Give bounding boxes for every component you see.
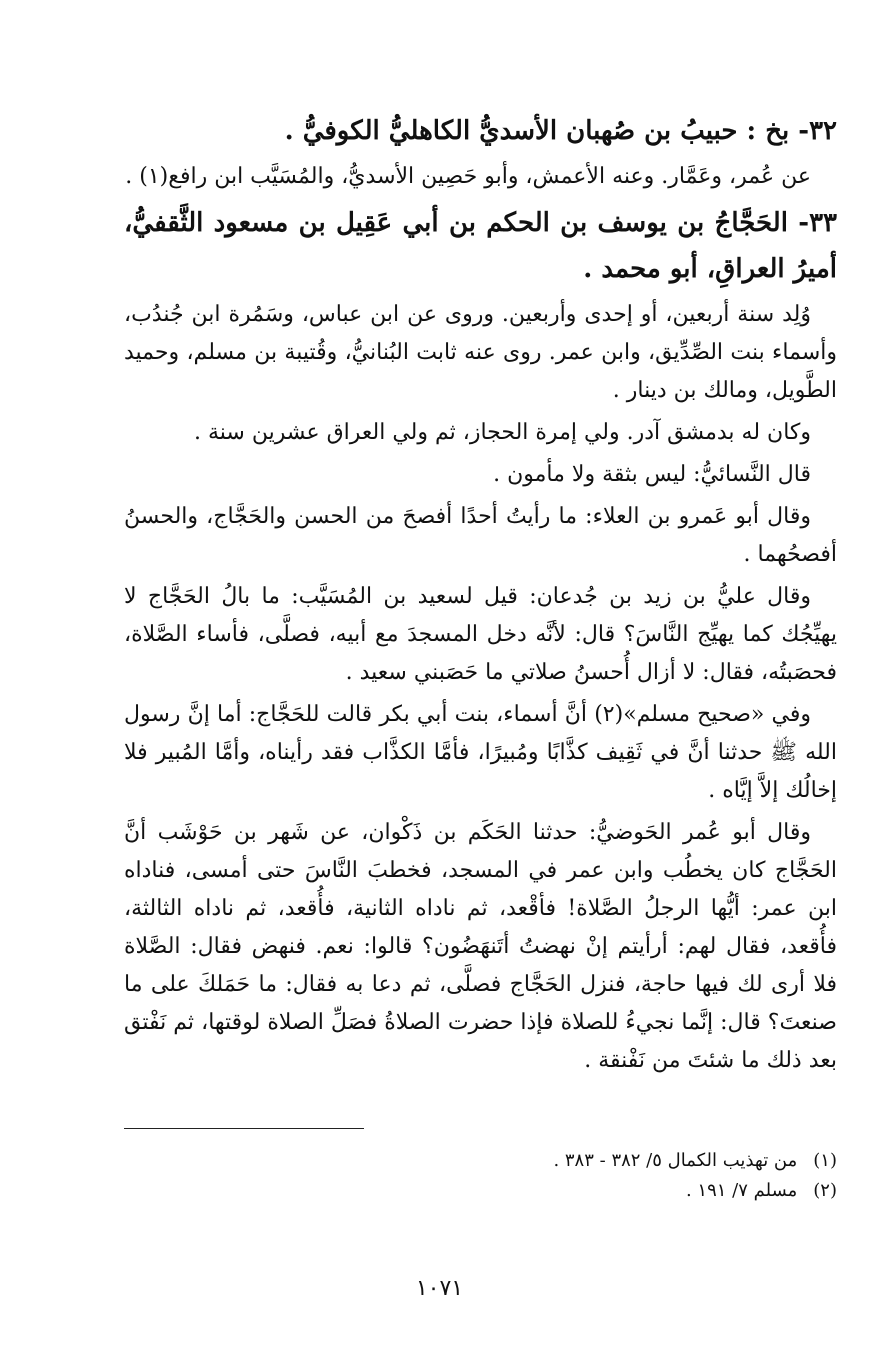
entry-heading: ٣٢- بخ : حبيبُ بن صُهبان الأسديُّ الكاهليُّ الكوفيُّ . xyxy=(284,116,837,146)
footnote-text: مسلم ٧/ ١٩١ . xyxy=(685,1180,798,1201)
footnote-number: (١) xyxy=(813,1150,837,1171)
entry-32 xyxy=(124,108,837,196)
footnotes xyxy=(124,1147,837,1205)
footnote-separator xyxy=(124,1128,364,1129)
entry-paragraph: وقال أبو عُمر الحَوضيُّ: حدثنا الحَكَم بن ذَكْوان، عن شَهر بن حَوْشَب أنَّ الحَجَّاج كان يخطُب وابن عمر في المسجد، فخطبَ النَّاسَ حتى أمسى، فناداه ابن عمر: أيُّها الرجلُ الصَّلاة! فأقْعد، ثم ناداه الثانية، فأُقعد، ثم ناداه الثالثة، فأُقعد، فقال لهم: أرأيتم إنْ نهضتُ أتَنهَضُون؟ قالوا: نعم. فنهض فقال: الصَّلاة فلا أرى لك فيها حاجة، فنزل الحَجَّاج فصلَّى، ثم دعا به فقال: ما حَمَلكَ على ما صنعتَ؟ قال: إنَّما نجيءُ للصلاة فإذا حضرت الصلاةُ فصَلِّ الصلاة لوقتها، ثم نَفْتق بعد ذلك ما شئتَ من نَفْنقة . xyxy=(124,820,837,1073)
entry-paragraph: عن عُمر، وعَمَّار. وعنه الأعمش، وأبو حَصِين الأسديُّ، والمُسَيَّب ابن رافع(١) . xyxy=(125,164,811,189)
entry-33 xyxy=(124,200,837,1080)
entry-paragraph: وقال أبو عَمرو بن العلاء: ما رأيتُ أحدًا أفصحَ من الحسن والحَجَّاج، والحسنُ أفصحُهما . xyxy=(124,504,837,567)
footnote xyxy=(124,1177,837,1205)
entry-heading: ٣٣- الحَجَّاجُ بن يوسف بن الحكم بن أبي عَقِيل بن مسعود الثَّقفيُّ، أميرُ العراقِ، أبو محمد . xyxy=(124,208,837,284)
page-number: ١٠٧١ xyxy=(415,1276,464,1301)
entry-paragraph: وفي «صحيح مسلم»(٢) أنَّ أسماء، بنت أبي بكر قالت للحَجَّاج: أما إنَّ رسول الله ﷺ حدثنا أنَّ في ثَقِيف كذَّابًا ومُبيرًا، فأمَّا الكذَّاب فقد رأيناه، وأمَّا المُبير فلا إخالُك إلاَّ إيَّاه . xyxy=(124,702,837,803)
footnote xyxy=(124,1147,837,1175)
footnote-number: (٢) xyxy=(813,1180,837,1201)
footnote-separator-wrap xyxy=(124,1128,837,1129)
entry-paragraph: وكان له بدمشق آدر. ولي إمرة الحجاز، ثم ولي العراق عشرين سنة . xyxy=(194,420,811,445)
entry-paragraph: قال النَّسائيُّ: ليس بثقة ولا مأمون . xyxy=(493,462,811,487)
entry-paragraph: وقال عليُّ بن زيد بن جُدعان: قيل لسعيد بن المُسَيَّب: ما بالُ الحَجَّاج لا يهيِّجُك كما يهيِّج النَّاسَ؟ قال: لأنَّه دخل المسجدَ مع أبيه، فصلَّى، فأساء الصَّلاة، فحصَبتُه، فقال: لا أزال أُحسنُ صلاتي ما حَصَبني سعيد . xyxy=(124,584,837,685)
footnote-text: من تهذيب الكمال ٥/ ٣٨٢ - ٣٨٣ . xyxy=(553,1150,798,1171)
entry-paragraph: وُلِد سنة أربعين، أو إحدى وأربعين. وروى عن ابن عباس، وسَمُرة ابن جُندُب، وأسماء بنت الصِّدِّيق، وابن عمر. روى عنه ثابت البُنانيُّ، وقُتيبة بن مسلم، وحميد الطَّويل، ومالك بن دينار . xyxy=(124,302,837,403)
